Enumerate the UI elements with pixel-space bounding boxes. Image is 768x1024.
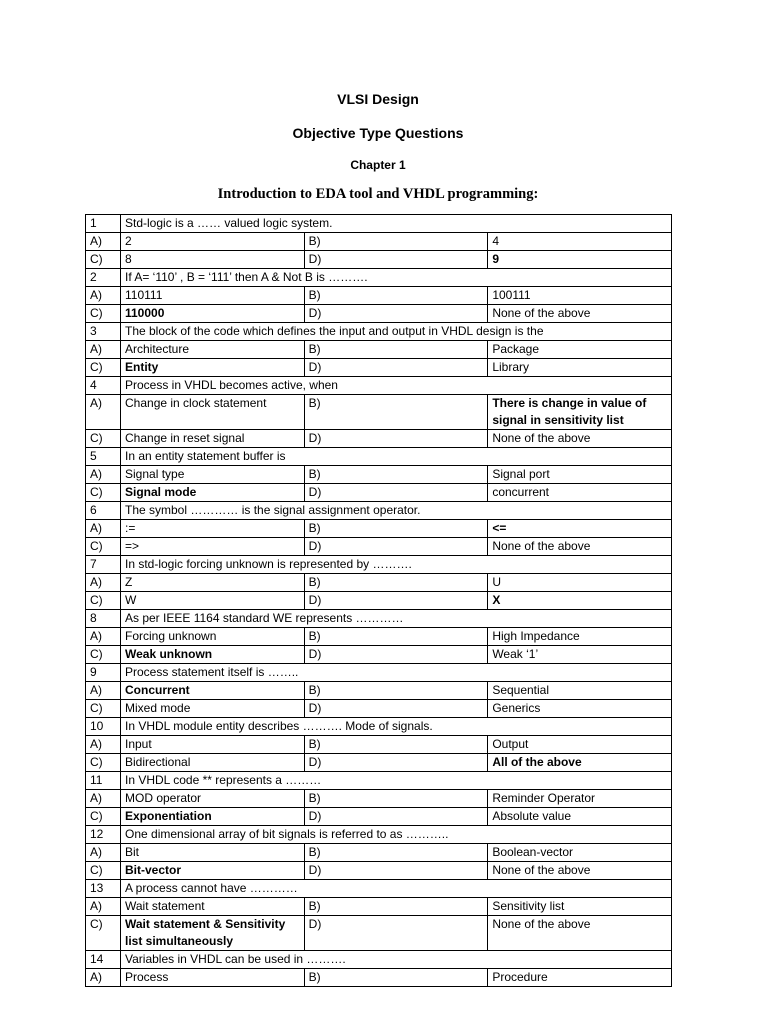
option-label: B) [304,233,488,251]
option-text-correct: Concurrent [121,682,305,700]
option-text-correct: X [488,592,672,610]
option-text: 110111 [121,287,305,305]
option-text: Boolean-vector [488,844,672,862]
question-number: 4 [86,377,121,395]
options-row [86,233,672,251]
option-text: Change in clock statement [121,395,305,430]
subject-title: VLSI Design [337,91,419,107]
question-number: 7 [86,556,121,574]
option-text: Signal port [488,466,672,484]
question-text: Variables in VHDL can be used in ………. [121,951,672,969]
questions-table-body [86,215,672,987]
option-label: D) [304,916,488,951]
options-row [86,808,672,826]
option-label: D) [304,359,488,377]
option-label: C) [86,646,121,664]
options-row [86,538,672,556]
option-label: C) [86,359,121,377]
option-label: B) [304,898,488,916]
question-number: 14 [86,951,121,969]
option-label: A) [86,969,121,987]
options-row [86,305,672,323]
option-text: None of the above [488,430,672,448]
option-label: B) [304,969,488,987]
question-number: 6 [86,502,121,520]
option-text-correct: Weak unknown [121,646,305,664]
option-text-correct: Wait statement & Sensitivity list simultaneously [121,916,305,951]
option-label: B) [304,682,488,700]
options-row [86,844,672,862]
option-text: U [488,574,672,592]
question-text: One dimensional array of bit signals is referred to as ……….. [121,826,672,844]
options-row [86,790,672,808]
option-text-correct: 9 [488,251,672,269]
question-number: 11 [86,772,121,790]
option-label: A) [86,341,121,359]
option-text: Wait statement [121,898,305,916]
options-row [86,395,672,430]
question-row [86,664,672,682]
options-row [86,646,672,664]
question-row [86,215,672,233]
option-label: D) [304,700,488,718]
question-row [86,880,672,898]
option-label: B) [304,574,488,592]
option-text: Architecture [121,341,305,359]
option-text: Library [488,359,672,377]
option-label: B) [304,736,488,754]
option-text: Output [488,736,672,754]
option-text-correct: Exponentiation [121,808,305,826]
question-text: The block of the code which defines the input and output in VHDL design is the [121,323,672,341]
option-label: B) [304,341,488,359]
option-text: High Impedance [488,628,672,646]
option-label: C) [86,754,121,772]
question-row [86,448,672,466]
option-text: 8 [121,251,305,269]
question-number: 13 [86,880,121,898]
option-text: Mixed mode [121,700,305,718]
option-text: Procedure [488,969,672,987]
option-label: B) [304,287,488,305]
question-text: Std-logic is a …… valued logic system. [121,215,672,233]
option-text: Generics [488,700,672,718]
question-text: In VHDL module entity describes ………. Mode of signals. [121,718,672,736]
option-label: B) [304,790,488,808]
option-text: concurrent [488,484,672,502]
question-number: 1 [86,215,121,233]
option-text: Change in reset signal [121,430,305,448]
question-number: 10 [86,718,121,736]
option-label: C) [86,808,121,826]
option-text: Reminder Operator [488,790,672,808]
option-label: A) [86,790,121,808]
option-text: 100111 [488,287,672,305]
option-label: B) [304,395,488,430]
option-label: D) [304,754,488,772]
question-row [86,826,672,844]
option-text: 2 [121,233,305,251]
question-text: The symbol ………… is the signal assignment operator. [121,502,672,520]
option-text: Signal type [121,466,305,484]
option-label: C) [86,251,121,269]
option-text: Bit [121,844,305,862]
question-row [86,718,672,736]
option-label: C) [86,305,121,323]
option-label: A) [86,574,121,592]
option-text-correct: <= [488,520,672,538]
question-number: 12 [86,826,121,844]
option-text: Package [488,341,672,359]
option-label: D) [304,862,488,880]
options-row [86,916,672,951]
option-label: A) [86,233,121,251]
option-text-correct: Entity [121,359,305,377]
option-label: B) [304,466,488,484]
option-label: A) [86,287,121,305]
question-row [86,610,672,628]
option-label: A) [86,628,121,646]
options-row [86,484,672,502]
option-text: Sequential [488,682,672,700]
question-text: In std-logic forcing unknown is represented by ………. [121,556,672,574]
option-label: D) [304,592,488,610]
question-row [86,377,672,395]
options-row [86,700,672,718]
option-text: Absolute value [488,808,672,826]
question-number: 3 [86,323,121,341]
question-text: Process in VHDL becomes active, when [121,377,672,395]
option-label: C) [86,430,121,448]
option-text: 4 [488,233,672,251]
option-text: := [121,520,305,538]
options-row [86,754,672,772]
question-row [86,556,672,574]
options-row [86,628,672,646]
question-text: In VHDL code ** represents a ……… [121,772,672,790]
option-label: C) [86,484,121,502]
options-row [86,520,672,538]
document-title: Objective Type Questions [292,125,464,141]
option-text-correct: There is change in value of signal in sensitivity list [488,395,672,430]
option-text-correct: 110000 [121,305,305,323]
question-text: As per IEEE 1164 standard WE represents ………… [121,610,672,628]
question-text: Process statement itself is …….. [121,664,672,682]
options-row [86,862,672,880]
question-text: A process cannot have ………… [121,880,672,898]
question-number: 9 [86,664,121,682]
option-label: A) [86,520,121,538]
option-label: C) [86,916,121,951]
options-row [86,574,672,592]
option-text: Bidirectional [121,754,305,772]
option-text: None of the above [488,862,672,880]
question-number: 5 [86,448,121,466]
question-number: 2 [86,269,121,287]
question-number: 8 [86,610,121,628]
option-label: C) [86,538,121,556]
option-label: A) [86,898,121,916]
options-row [86,682,672,700]
option-label: D) [304,251,488,269]
options-row [86,359,672,377]
option-label: C) [86,592,121,610]
option-label: C) [86,700,121,718]
option-label: B) [304,844,488,862]
question-row [86,772,672,790]
question-text: If A= ‘110’ , B = ‘111’ then A & Not B is ………. [121,269,672,287]
option-text-correct: Signal mode [121,484,305,502]
options-row [86,430,672,448]
option-label: D) [304,646,488,664]
chapter-label: Chapter 1 [350,158,406,172]
option-label: A) [86,682,121,700]
option-label: A) [86,844,121,862]
option-text: Input [121,736,305,754]
option-text-correct: Bit-vector [121,862,305,880]
option-text: Sensitivity list [488,898,672,916]
question-row [86,951,672,969]
question-row [86,502,672,520]
options-row [86,969,672,987]
option-label: D) [304,484,488,502]
question-row [86,269,672,287]
options-row [86,898,672,916]
option-text: W [121,592,305,610]
option-text: None of the above [488,305,672,323]
questions-table [85,214,672,987]
option-label: A) [86,395,121,430]
option-text: Forcing unknown [121,628,305,646]
option-label: C) [86,862,121,880]
option-label: D) [304,430,488,448]
option-text: Z [121,574,305,592]
option-label: A) [86,466,121,484]
option-text: Process [121,969,305,987]
option-label: D) [304,538,488,556]
option-text: Weak ‘1’ [488,646,672,664]
option-label: B) [304,628,488,646]
question-row [86,323,672,341]
option-label: B) [304,520,488,538]
options-row [86,287,672,305]
option-text: => [121,538,305,556]
option-text: MOD operator [121,790,305,808]
options-row [86,341,672,359]
topic-heading: Introduction to EDA tool and VHDL programming: [217,186,539,202]
options-row [86,466,672,484]
option-text: None of the above [488,916,672,951]
options-row [86,251,672,269]
option-text-correct: All of the above [488,754,672,772]
question-text: In an entity statement buffer is [121,448,672,466]
options-row [86,736,672,754]
option-text: None of the above [488,538,672,556]
option-label: D) [304,808,488,826]
option-label: A) [86,736,121,754]
option-label: D) [304,305,488,323]
options-row [86,592,672,610]
